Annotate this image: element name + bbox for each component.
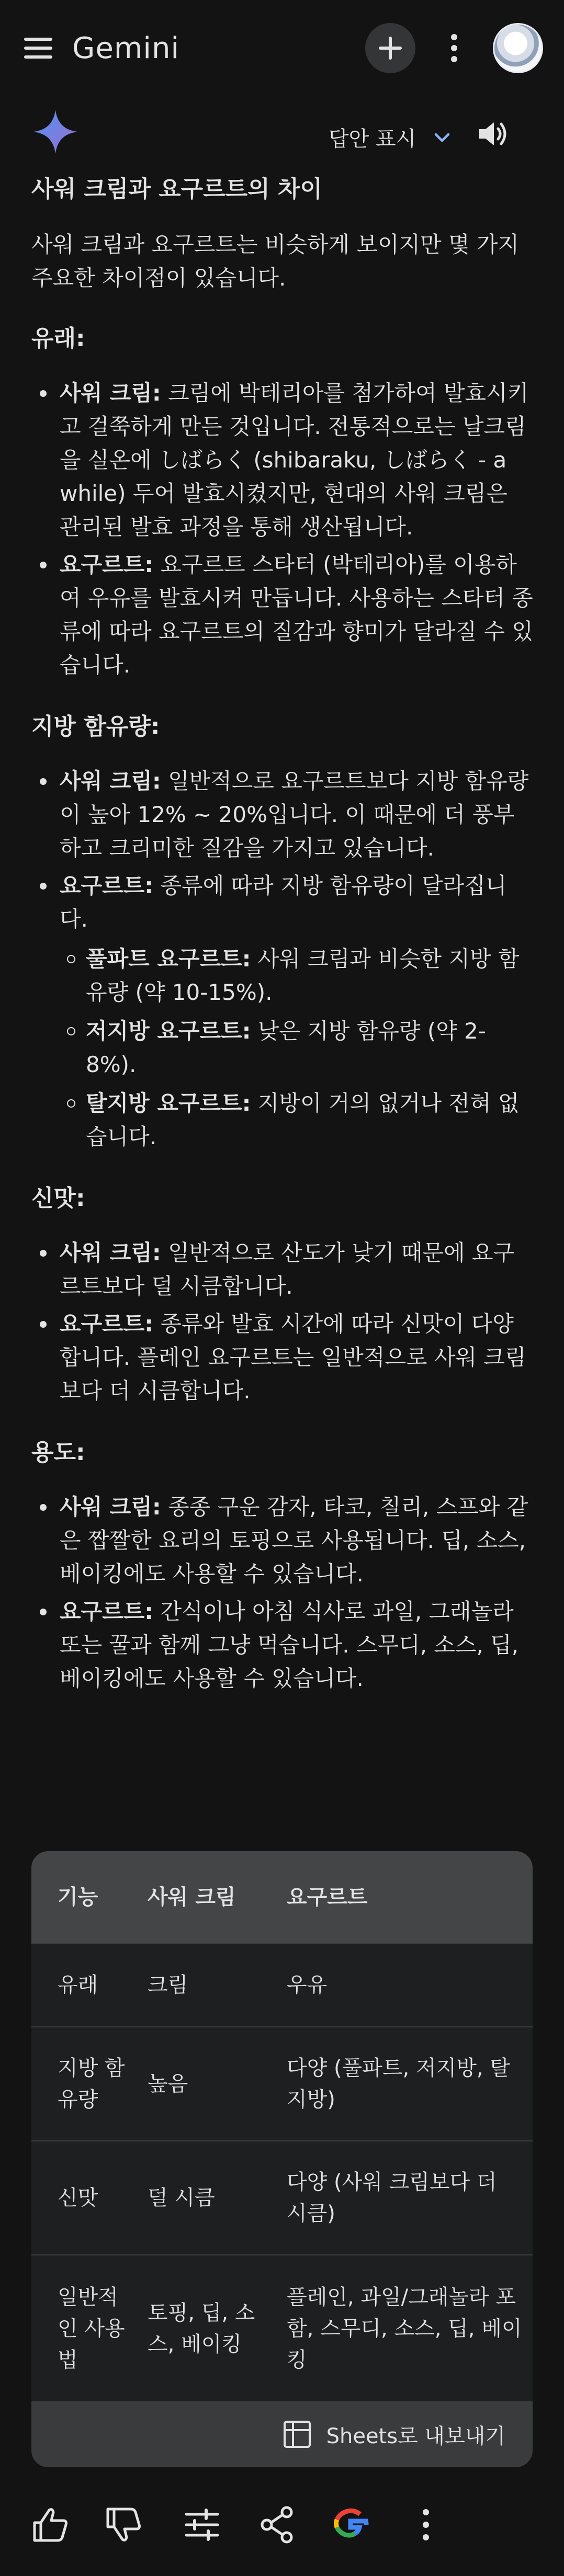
share-icon[interactable] <box>256 2504 298 2546</box>
bullet-list <box>31 1490 534 1695</box>
new-chat-button[interactable] <box>365 23 415 73</box>
table-cell: 다양 (사워 크림보다 더 시큼) <box>287 2141 533 2255</box>
item-term: 요구르트: <box>60 1311 154 1337</box>
list-item <box>31 869 534 1154</box>
item-text: 크림에 박테리아를 첨가하여 발효시키고 걸쭉하게 만든 것입니다. 전통적으로는 날크림을 실온에 しばらく (shibaraku, しばらく - a while) 두어 발효시켰지만, 현대의 사워 크림은 관리된 발효 과정을 통해 생산됩니다. <box>60 380 529 540</box>
table-cell: 일반적인 사용법 <box>31 2255 148 2401</box>
more-vert-icon[interactable] <box>405 2504 447 2546</box>
table-cell: 높음 <box>148 2027 287 2141</box>
export-to-sheets-button[interactable] <box>31 2401 533 2467</box>
response-title: 사워 크림과 요구르트의 차이 <box>31 176 323 202</box>
table-cell: 우유 <box>287 1943 533 2027</box>
thumb-up-icon[interactable] <box>29 2504 71 2546</box>
list-item <box>31 1595 534 1695</box>
table-row <box>31 2255 533 2401</box>
comparison-table <box>31 1851 533 2401</box>
section-heading: 지방 함유량: <box>31 713 160 740</box>
bullet-list <box>31 377 534 682</box>
table-cell: 덜 시큼 <box>148 2141 287 2255</box>
table-row <box>31 2027 533 2141</box>
item-term: 사워 크림: <box>60 1240 161 1266</box>
speaker-icon[interactable] <box>476 118 510 150</box>
table-cell: 토핑, 딥, 소스, 베이킹 <box>148 2255 287 2401</box>
bullet-list <box>31 765 534 1154</box>
table-cell: 다양 (풀파트, 저지방, 탈지방) <box>287 2027 533 2141</box>
response-content <box>31 173 534 1724</box>
top-bar <box>0 0 564 96</box>
export-label: Sheets로 내보내기 <box>326 2424 505 2448</box>
item-text: 종류에 따라 지방 함유량이 달라집니다. <box>60 873 507 932</box>
item-term: 저지방 요구르트: <box>86 1018 251 1044</box>
sheets-icon <box>284 2421 311 2448</box>
thumb-down-icon[interactable] <box>103 2504 144 2546</box>
section-heading: 유래: <box>31 325 85 352</box>
item-term: 요구르트: <box>60 552 154 577</box>
list-item <box>31 1236 534 1303</box>
item-term: 사워 크림: <box>60 768 161 794</box>
sub-list-item <box>60 1015 534 1081</box>
list-item <box>31 1307 534 1408</box>
menu-icon[interactable] <box>21 31 54 65</box>
item-term: 풀파트 요구르트: <box>86 946 251 972</box>
chevron-down-icon <box>432 127 453 148</box>
table-row <box>31 2141 533 2255</box>
avatar[interactable] <box>493 23 543 73</box>
item-text: 사워 크림과 비슷한 지방 함유량 (약 10-15%). <box>86 946 520 1005</box>
list-item <box>31 377 534 544</box>
response-actions <box>0 2494 564 2557</box>
section-heading: 신맛: <box>31 1185 85 1212</box>
item-term: 요구르트: <box>60 1599 154 1624</box>
item-text: 일반적으로 요구르트보다 지방 함유량이 높아 12% ~ 20%입니다. 이 때문에 더 풍부하고 크리미한 질감을 가지고 있습니다. <box>60 768 529 861</box>
list-item <box>31 765 534 865</box>
table-cell: 크림 <box>148 1943 287 2027</box>
table-cell: 신맛 <box>31 2141 148 2255</box>
item-term: 요구르트: <box>60 873 154 898</box>
table-header-cell: 요구르트 <box>287 1885 368 1909</box>
show-drafts-toggle[interactable] <box>329 122 453 152</box>
sub-list-item <box>60 1087 534 1154</box>
tune-icon[interactable] <box>181 2504 223 2546</box>
item-term: 사워 크림: <box>60 380 161 406</box>
response-header <box>0 110 564 167</box>
gemini-spark-icon <box>33 110 77 154</box>
bullet-list <box>31 1236 534 1408</box>
sub-list-item <box>60 942 534 1009</box>
google-icon[interactable] <box>330 2504 371 2546</box>
item-text: 간식이나 아침 식사로 과일, 그래놀라 또는 꿀과 함께 그냥 먹습니다. 스무디, 소스, 딥, 베이킹에도 사용할 수 있습니다. <box>60 1599 519 1691</box>
more-vert-icon[interactable] <box>438 23 470 73</box>
item-text: 일반적으로 산도가 낮기 때문에 요구르트보다 덜 시큼합니다. <box>60 1240 515 1299</box>
comparison-table-card <box>31 1851 533 2467</box>
table-cell: 플레인, 과일/그래놀라 포함, 스무디, 소스, 딥, 베이킹 <box>287 2255 533 2401</box>
item-text: 종류와 발효 시간에 따라 신맛이 다양합니다. 플레인 요구르트는 일반적으로 사워 크림보다 더 시큼합니다. <box>60 1311 526 1404</box>
item-text: 지방이 거의 없거나 전혀 없습니다. <box>86 1090 520 1149</box>
table-header-row <box>31 1851 533 1943</box>
item-text: 낮은 지방 함유량 (약 2-8%). <box>86 1018 487 1077</box>
item-term: 사워 크림: <box>60 1494 161 1520</box>
table-row <box>31 1943 533 2027</box>
table-cell: 지방 함유량 <box>31 2027 148 2141</box>
list-item <box>31 1490 534 1591</box>
item-text: 종종 구운 감자, 타코, 칠리, 스프와 같은 짭짤한 요리의 토핑으로 사용됩니다. 딥, 소스, 베이킹에도 사용할 수 있습니다. <box>60 1494 528 1587</box>
sub-list <box>60 942 534 1154</box>
table-header-cell: 기능 <box>58 1885 98 1909</box>
list-item <box>31 548 534 682</box>
item-term: 탈지방 요구르트: <box>86 1090 251 1116</box>
response-intro: 사워 크림과 요구르트는 비슷하게 보이지만 몇 가지 주요한 차이점이 있습니다. <box>31 232 520 291</box>
table-cell: 유래 <box>31 1943 148 2027</box>
table-header-cell: 사워 크림 <box>148 1885 236 1909</box>
show-drafts-label: 답안 표시 <box>329 127 416 151</box>
section-heading: 용도: <box>31 1439 85 1466</box>
item-text: 요구르트 스타터 (박테리아)를 이용하여 우유를 발효시켜 만듭니다. 사용하는 스타터 종류에 따라 요구르트의 질감과 향미가 달라질 수 있습니다. <box>60 552 533 678</box>
app-title: Gemini <box>72 31 180 65</box>
